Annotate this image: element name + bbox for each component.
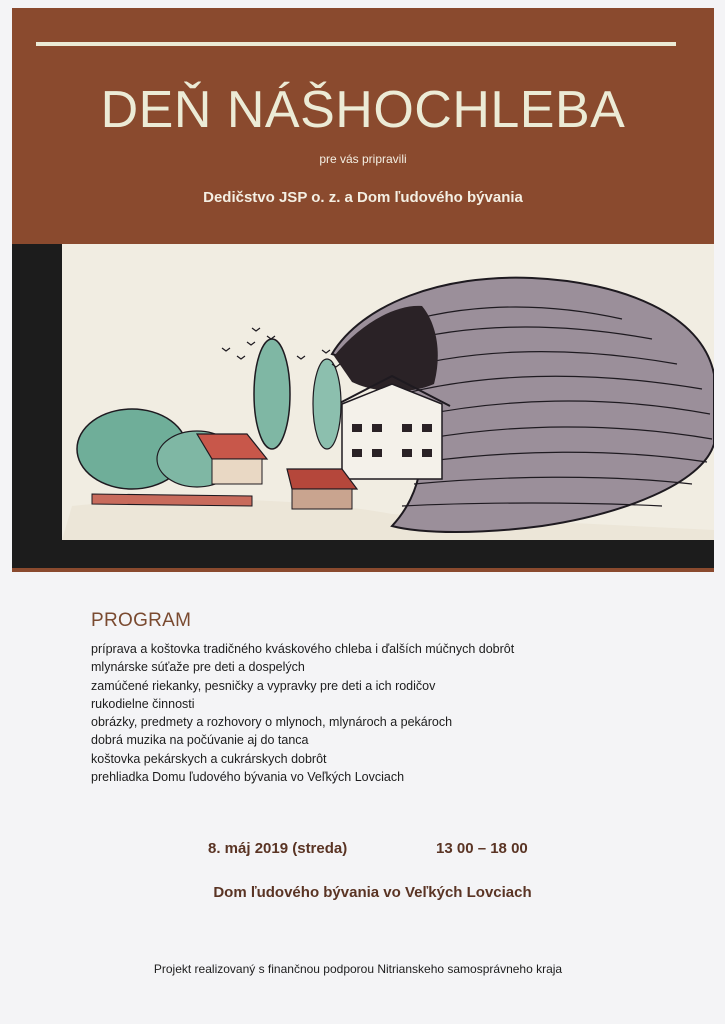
- event-date: 8. máj 2019 (streda): [208, 840, 348, 857]
- header-rule: [36, 42, 676, 46]
- illustration-svg: [62, 244, 714, 540]
- funding-note: Projekt realizovaný s finančnou podporou Nitrianskeho samosprávneho kraja: [153, 962, 563, 976]
- program-heading: PROGRAM: [91, 610, 192, 631]
- program-item: mlynárske súťaže pre deti a dospelých: [91, 660, 305, 675]
- illustration-band: [12, 244, 714, 572]
- event-venue: Dom ľudového bývania vo Veľkých Lovciach: [213, 884, 532, 901]
- header-band: [12, 8, 714, 244]
- poplar-tree: [254, 339, 290, 449]
- program-item: obrázky, predmety a rozhovory o mlynoch, mlynároch a pekároch: [91, 715, 453, 730]
- event-time: 13 00 – 18 00: [436, 840, 528, 857]
- poster-title: DEŇ NÁŠHOCHLEBA: [100, 81, 626, 139]
- program-item: zamúčené riekanky, pesničky a vypravky pre deti a ich rodičov: [91, 678, 436, 693]
- red-fence: [92, 494, 252, 506]
- village-and-wheat-sheaf-drawing: [62, 244, 714, 540]
- poplar-tree-2: [313, 359, 341, 449]
- program-item: príprava a koštovka tradičného kváskového chleba i ďalších múčnych dobrôt: [91, 642, 515, 656]
- organizers-line: Dedičstvo JSP o. z. a Dom ľudového bývania: [203, 189, 523, 206]
- program-item: dobrá muzika na počúvanie aj do tanca: [91, 733, 309, 748]
- red-house-1: [212, 459, 262, 484]
- program-list: [91, 640, 651, 786]
- program-item: prehliadka Domu ľudového bývania vo Veľkých Lovciach: [91, 770, 405, 785]
- poster-subtitle: pre vás pripravili: [319, 152, 407, 166]
- program-item: koštovka pekárskych a cukrárskych dobrôt: [91, 751, 327, 766]
- program-item: rukodielne činnosti: [91, 696, 195, 711]
- red-house-2: [292, 489, 352, 509]
